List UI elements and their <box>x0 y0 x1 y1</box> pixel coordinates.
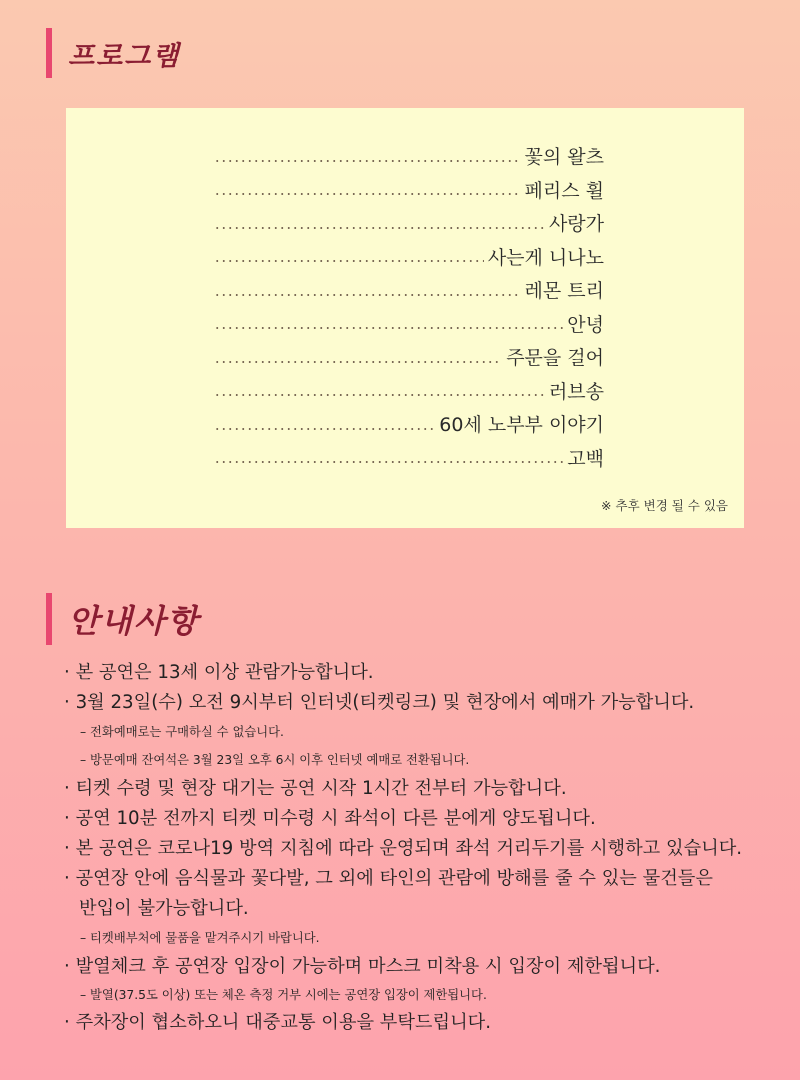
accent-bar <box>46 593 52 645</box>
dot-leader <box>214 361 502 363</box>
program-item <box>214 209 604 243</box>
notice-item-line: · 공연장 안에 음식물과 꽃다발, 그 외에 타인의 관람에 방해를 줄 수 있는 물건들은 <box>64 868 713 889</box>
dot-leader <box>214 461 563 463</box>
program-item <box>214 377 604 411</box>
program-item-title: 사는게 니나노 <box>487 246 604 269</box>
dot-leader <box>214 193 521 195</box>
program-list <box>214 142 604 477</box>
program-item <box>214 276 604 310</box>
notice-sub-item: – 방문예매 잔여석은 3월 23일 오후 6시 이후 인터넷 예매로 전환됩니다. <box>80 753 470 767</box>
notice-item: · 공연 10분 전까지 티켓 미수령 시 좌석이 다른 분에게 양도됩니다. <box>64 808 596 829</box>
program-item <box>214 142 604 176</box>
program-item-title: 주문을 걸어 <box>506 347 604 369</box>
program-item-title: 러브송 <box>548 380 604 403</box>
dot-leader <box>214 260 484 262</box>
dot-leader <box>214 294 521 296</box>
notice-item: · 3월 23일(수) 오전 9시부터 인터넷(티켓링크) 및 현장에서 예매가 가능합니다. <box>64 692 695 713</box>
program-item-title: 꽃의 왈츠 <box>524 146 604 168</box>
program-item <box>214 310 604 344</box>
dot-leader <box>214 428 435 430</box>
program-item <box>214 410 604 444</box>
dot-leader <box>214 327 563 329</box>
program-heading: 프로그램 <box>68 40 181 72</box>
notice-sub-item: – 전화예매로는 구매하실 수 없습니다. <box>80 725 284 739</box>
program-item <box>214 243 604 277</box>
notice-item: · 본 공연은 13세 이상 관람가능합니다. <box>64 662 374 683</box>
program-box <box>66 108 744 528</box>
notice-item: · 발열체크 후 공연장 입장이 가능하며 마스크 미착용 시 입장이 제한됩니다. <box>64 956 661 977</box>
notice-item: · 주차장이 협소하오니 대중교통 이용을 부탁드립니다. <box>64 1012 491 1033</box>
program-item-title: 고백 <box>567 447 604 470</box>
dot-leader <box>214 227 545 229</box>
accent-bar <box>46 28 52 78</box>
notice-item-line: 반입이 불가능합니다. <box>79 898 249 919</box>
program-item-title: 사랑가 <box>548 213 604 235</box>
notice-item: · 본 공연은 코로나19 방역 지침에 따라 운영되며 좌석 거리두기를 시행하고 있습니다. <box>64 838 743 859</box>
notice-sub-item: – 티켓배부처에 물품을 맡겨주시기 바랍니다. <box>80 931 320 945</box>
program-item <box>214 343 604 377</box>
program-item-title: 레몬 트리 <box>524 280 604 302</box>
program-item <box>214 444 604 478</box>
dot-leader <box>214 394 545 396</box>
notice-section-header <box>46 593 200 645</box>
program-item <box>214 176 604 210</box>
notice-heading: 안내사항 <box>68 602 200 640</box>
program-change-note: ※ 추후 변경 될 수 있음 <box>601 498 728 513</box>
dot-leader <box>214 160 521 162</box>
program-section-header <box>46 28 180 78</box>
notice-item <box>64 864 784 924</box>
program-item-title: 안녕 <box>567 313 604 336</box>
notice-list <box>64 658 784 1038</box>
program-item-title: 60세 노부부 이야기 <box>439 414 604 436</box>
notice-sub-item: – 발열(37.5도 이상) 또는 체온 측정 거부 시에는 공연장 입장이 제한됩니다. <box>80 988 487 1002</box>
program-item-title: 페리스 휠 <box>524 179 604 202</box>
notice-item: · 티켓 수령 및 현장 대기는 공연 시작 1시간 전부터 가능합니다. <box>64 778 567 799</box>
